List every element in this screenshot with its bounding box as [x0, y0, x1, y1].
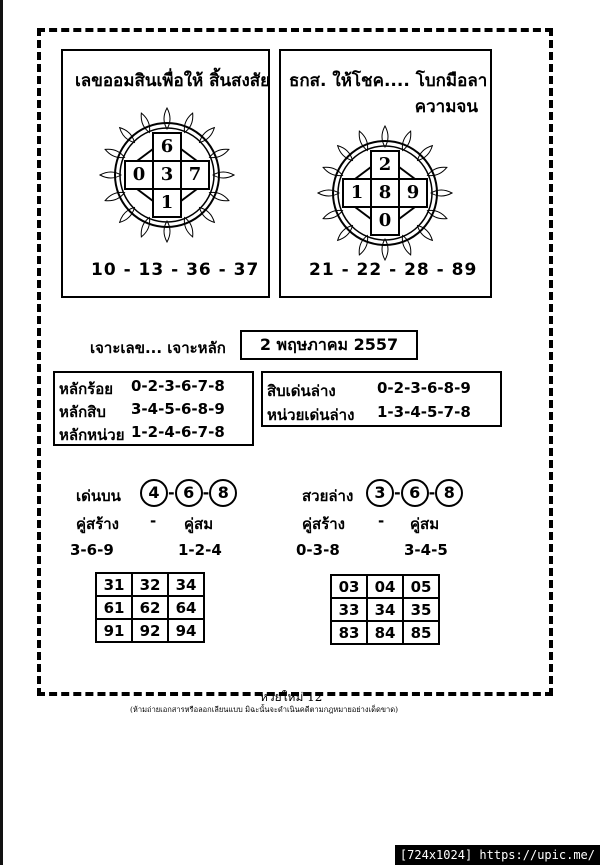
- page-number-label: หวยใหม่ 12: [260, 690, 323, 704]
- table-cell: 85: [403, 621, 439, 644]
- right-grid-right: 9: [406, 182, 420, 203]
- top-dash: -: [150, 512, 157, 530]
- table-cell: 33: [331, 598, 367, 621]
- table-cell: 34: [367, 598, 403, 621]
- table-cell: 04: [367, 575, 403, 598]
- copyright-notice: (ห้ามถ่ายเอกสารหรือลอกเลียนแบบ มิฉะนั้นจะดำเนินคดีตามกฎหมายอย่างเด็ดขาด): [130, 705, 398, 714]
- left-panel: [61, 49, 270, 298]
- digit-left-label-1: หลักสิบ: [59, 403, 106, 421]
- bottom-label: สวยล่าง: [302, 487, 354, 505]
- date-box: [240, 330, 418, 360]
- top-circle-sep-2: -: [202, 483, 210, 502]
- digit-table-left: [53, 371, 254, 446]
- bottom-pair-label: คู่สร้าง: [302, 515, 345, 533]
- bottom-pair-digits: 0-3-8: [296, 541, 340, 559]
- table-row: [96, 573, 204, 596]
- table-row: [331, 621, 439, 644]
- left-grid-bottom: 1: [160, 192, 174, 213]
- top-circle-sep-1: -: [168, 483, 175, 502]
- table-cell: 94: [168, 619, 204, 642]
- right-grid-center: 8: [378, 182, 392, 203]
- bottom-circle-sep-1: -: [394, 483, 401, 502]
- top-label: เด่นบน: [76, 487, 121, 505]
- table-row: [331, 575, 439, 598]
- bottom-match-label: คู่สม: [410, 515, 440, 533]
- top-pair-digits: 3-6-9: [70, 541, 114, 559]
- digit-right-digits-0: 0-2-3-6-8-9: [377, 379, 471, 397]
- table-cell: 61: [96, 596, 132, 619]
- right-grid-bottom: 0: [378, 210, 392, 231]
- table-cell: 32: [132, 573, 168, 596]
- top-pair-table: [95, 572, 205, 643]
- table-cell: 31: [96, 573, 132, 596]
- top-circle-2: 6: [175, 479, 203, 507]
- table-cell: 83: [331, 621, 367, 644]
- digit-left-digits-0: 0-2-3-6-7-8: [131, 377, 225, 395]
- digit-right-label-0: สิบเด่นล่าง: [267, 382, 336, 400]
- bottom-circle-2: 6: [401, 479, 429, 507]
- digit-right-digits-1: 1-3-4-5-7-8: [377, 403, 471, 421]
- left-grid-center: 3: [160, 164, 174, 185]
- date-text: 2 พฤษภาคม 2557: [259, 335, 399, 354]
- table-cell: 05: [403, 575, 439, 598]
- left-grid-left: 0: [132, 164, 146, 185]
- table-cell: 34: [168, 573, 204, 596]
- digit-left-digits-2: 1-2-4-6-7-8: [131, 423, 225, 441]
- right-grid-left: 1: [350, 182, 364, 203]
- bottom-circle-3: 8: [435, 479, 463, 507]
- digit-left-digits-1: 3-4-5-6-8-9: [131, 400, 225, 418]
- bottom-circles: [366, 479, 463, 507]
- date-row-label: เจาะเลข... เจาะหลัก: [90, 339, 226, 357]
- top-pair-label: คู่สร้าง: [76, 515, 119, 533]
- table-cell: 64: [168, 596, 204, 619]
- digit-left-label-0: หลักร้อย: [59, 380, 114, 398]
- right-panel-title-line2: ความจน: [414, 97, 478, 117]
- bottom-dash: -: [378, 512, 385, 530]
- table-cell: 92: [132, 619, 168, 642]
- top-circles: [140, 479, 237, 507]
- top-circle-1: 4: [140, 479, 168, 507]
- bottom-circle-1: 3: [366, 479, 394, 507]
- table-row: [96, 619, 204, 642]
- table-row: [331, 598, 439, 621]
- table-cell: 03: [331, 575, 367, 598]
- right-panel-numbers: 21 - 22 - 28 - 89: [309, 260, 478, 280]
- scan-edge: [0, 0, 3, 865]
- left-panel-numbers: 10 - 13 - 36 - 37: [91, 260, 260, 280]
- table-row: [96, 596, 204, 619]
- top-match-label: คู่สม: [184, 515, 214, 533]
- bottom-match-digits: 3-4-5: [404, 541, 448, 559]
- top-circle-3: 8: [209, 479, 237, 507]
- table-cell: 62: [132, 596, 168, 619]
- top-match-digits: 1-2-4: [178, 541, 222, 559]
- left-grid-top: 6: [160, 136, 174, 157]
- digit-right-label-1: หน่วยเด่นล่าง: [267, 406, 355, 424]
- left-grid-right: 7: [188, 164, 202, 185]
- right-panel: [279, 49, 492, 298]
- table-cell: 91: [96, 619, 132, 642]
- image-host-watermark: [724x1024] https://upic.me/: [395, 845, 600, 865]
- right-grid-top: 2: [378, 154, 392, 175]
- table-cell: 84: [367, 621, 403, 644]
- digit-table-right: [261, 371, 502, 427]
- digit-left-label-2: หลักหน่วย: [59, 426, 125, 444]
- left-panel-title: เลขออมสินเพื่อให้ สิ้นสงสัย: [75, 71, 271, 91]
- bottom-circle-sep-2: -: [428, 483, 436, 502]
- bottom-pair-table: [330, 574, 440, 645]
- right-panel-title-line1: ธกส. ให้โชค.... โบกมือลา: [289, 71, 488, 91]
- table-cell: 35: [403, 598, 439, 621]
